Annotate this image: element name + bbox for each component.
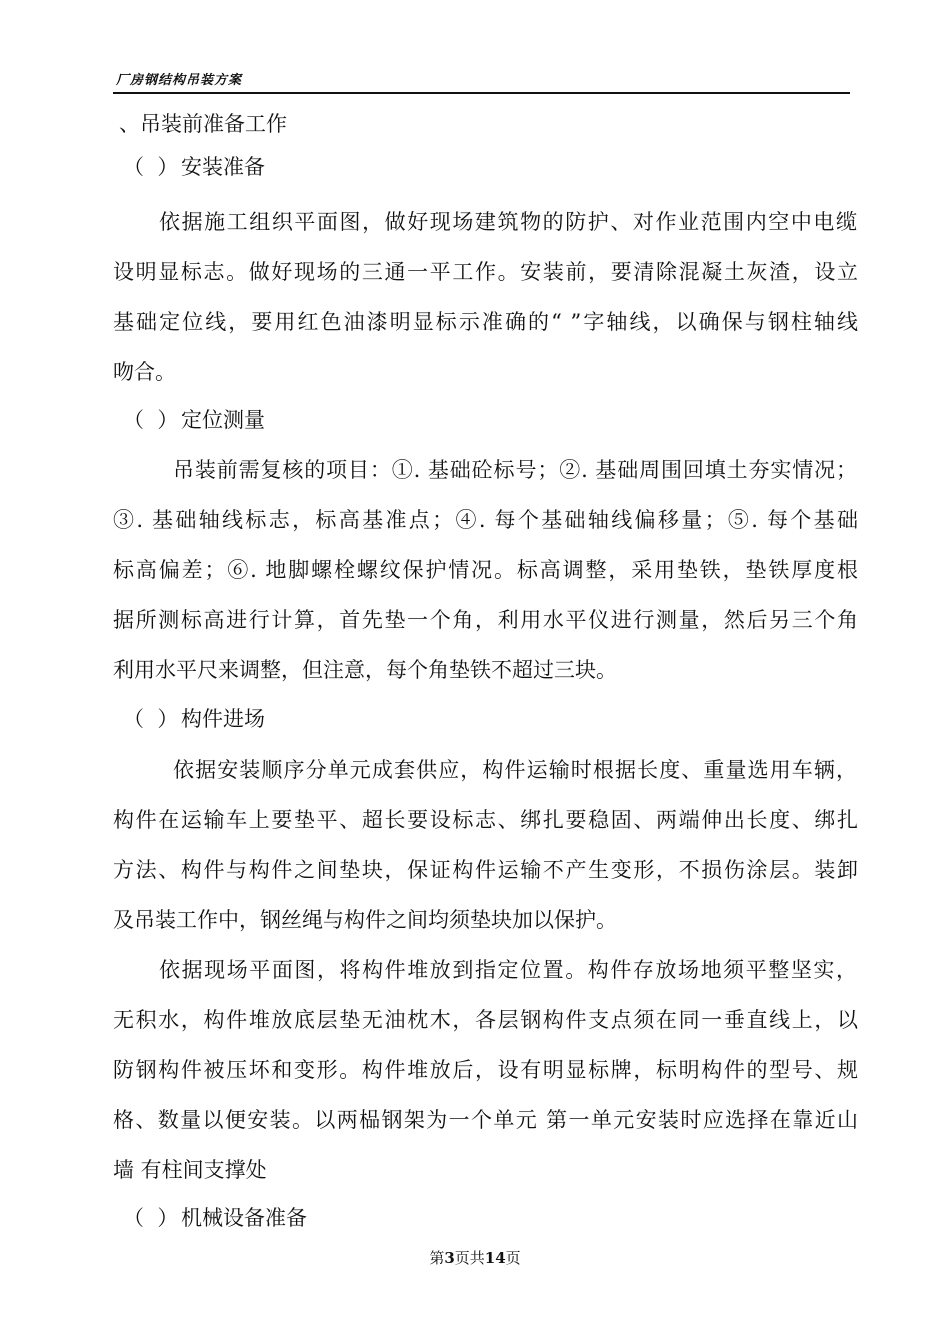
paragraph-line: 格、数量以便安装。以两榀钢架为一个单元 第一单元安装时应选择在靠近山	[113, 1108, 858, 1132]
paragraph-line: ③. 基础轴线标志，标高基准点；④. 每个基础轴线偏移量；⑤. 每个基础	[113, 508, 858, 532]
paragraph-line: 设明显标志。做好现场的三通一平工作。安装前，要清除混凝土灰渣，设立	[113, 260, 858, 284]
page-footer	[0, 1248, 950, 1268]
paragraph-line: 吻合。	[113, 360, 176, 384]
subsection-title: 机械设备准备	[181, 1206, 307, 1230]
paragraph-line: 及吊装工作中，钢丝绳与构件之间均须垫块加以保护。	[113, 908, 617, 932]
paragraph-line: 方法、构件与构件之间垫块，保证构件运输不产生变形，不损伤涂层。装卸	[113, 858, 858, 882]
subsection-number: （ ）	[123, 707, 179, 731]
footer-suffix: 页	[505, 1249, 521, 1267]
paragraph-line: 依据现场平面图，将构件堆放到指定位置。构件存放场地须平整坚实，	[159, 958, 857, 982]
paragraph-line: 防钢构件被压坏和变形。构件堆放后，设有明显标牌，标明构件的型号、规	[113, 1058, 858, 1082]
paragraph-line: 无积水，构件堆放底层垫无油枕木，各层钢构件支点须在同一垂直线上，以	[113, 1008, 858, 1032]
footer-prefix: 第	[429, 1249, 445, 1267]
footer-middle: 页共	[454, 1249, 485, 1267]
paragraph-line: 基础定位线，要用红色油漆明显标示准确的“ ”字轴线，以确保与钢柱轴线	[113, 310, 858, 334]
paragraph-line: 标高偏差；⑥. 地脚螺栓螺纹保护情况。标高调整，采用垫铁，垫铁厚度根	[113, 558, 858, 582]
paragraph-line: 据所测标高进行计算，首先垫一个角，利用水平仪进行测量，然后另三个角	[113, 608, 858, 632]
subsection-number: （ ）	[123, 408, 179, 432]
subsection-title: 安装准备	[181, 155, 265, 179]
header-rule	[113, 92, 850, 94]
current-page-number: 3	[444, 1249, 455, 1267]
paragraph-line: 依据施工组织平面图，做好现场建筑物的防护、对作业范围内空中电缆	[159, 210, 857, 234]
subsection-number: （ ）	[123, 155, 179, 179]
paragraph-line: 吊装前需复核的项目：①. 基础砼标号；②. 基础周围回填土夯实情况；	[173, 458, 857, 482]
section-title: 、吊装前准备工作	[119, 112, 287, 136]
subsection-title: 定位测量	[181, 408, 265, 432]
header-title: 厂房钢结构吊装方案	[116, 73, 243, 88]
paragraph-line: 依据安装顺序分单元成套供应，构件运输时根据长度、重量选用车辆，	[173, 758, 857, 782]
paragraph-line: 墙 有柱间支撑处	[113, 1158, 267, 1182]
subsection-number: （ ）	[123, 1206, 179, 1230]
total-page-number: 14	[484, 1249, 506, 1267]
subsection-title: 构件进场	[181, 707, 265, 731]
paragraph-line: 利用水平尺来调整，但注意，每个角垫铁不超过三块。	[113, 658, 617, 682]
paragraph-line: 构件在运输车上要垫平、超长要设标志、绑扎要稳固、两端伸出长度、绑扎	[113, 808, 858, 832]
